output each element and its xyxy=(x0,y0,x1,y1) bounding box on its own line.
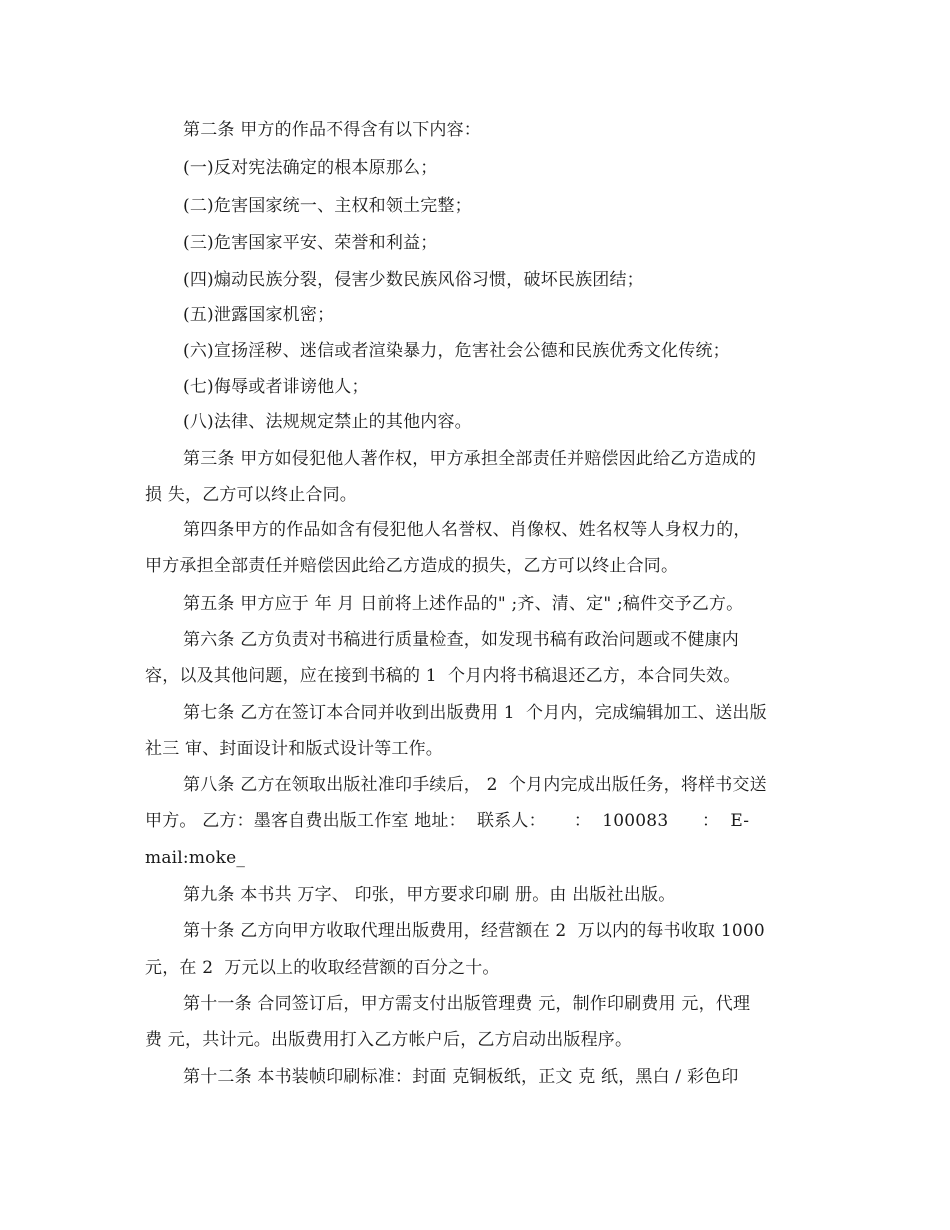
article-5: 第五条 甲方应于 年 月 日前将上述作品的" ;齐、清、定" ;稿件交予乙方。 xyxy=(183,594,744,614)
article-2-item-5: (五)泄露国家机密； xyxy=(183,305,335,325)
article-11-line-2: 费 元，共计元。出版费用打入乙方帐户后，乙方启动出版程序。 xyxy=(145,1030,633,1050)
article-8-line-3: mail:moke_ xyxy=(145,848,246,868)
article-7-line-2: 社三 审、封面设计和版式设计等工作。 xyxy=(145,739,444,759)
article-4-line-1: 第四条甲方的作品如含有侵犯他人名誉权、肖像权、姓名权等人身权力的， xyxy=(183,520,751,540)
article-11-line-1: 第十一条 合同签订后，甲方需支付出版管理费 元，制作印刷费用 元，代理 xyxy=(183,994,751,1014)
article-2-item-7: (七)侮辱或者诽谤他人； xyxy=(183,377,369,397)
article-2-item-3: (三)危害国家平安、荣誉和利益； xyxy=(183,233,438,253)
article-2-item-6: (六)宣扬淫秽、迷信或者渲染暴力，危害社会公德和民族优秀文化传统； xyxy=(183,341,730,361)
article-3-line-2: 损 失，乙方可以终止合同。 xyxy=(145,485,358,505)
article-2-item-8: (八)法律、法规规定禁止的其他内容。 xyxy=(183,412,472,432)
article-6-line-2: 容，以及其他问题，应在接到书稿的 1 个月内将书稿退还乙方，本合同失效。 xyxy=(145,666,741,686)
article-2-item-2: (二)危害国家统一、主权和领土完整； xyxy=(183,196,472,216)
article-9: 第九条 本书共 万字、 印张，甲方要求印刷 册。由 出版社出版。 xyxy=(183,885,676,905)
article-8-line-1: 第八条 乙方在领取出版社准印手续后， 2 个月内完成出版任务，将样书交送 xyxy=(183,775,767,795)
article-12-line-1: 第十二条 本书装帧印刷标准：封面 克铜板纸，正文 克 纸，黑白 / 彩色印 xyxy=(183,1067,739,1087)
article-4-line-2: 甲方承担全部责任并赔偿因此给乙方造成的损失，乙方可以终止合同。 xyxy=(145,556,679,576)
article-10-line-2: 元，在 2 万元以上的收取经营额的百分之十。 xyxy=(145,958,500,978)
article-7-line-1: 第七条 乙方在签订本合同并收到出版费用 1 个月内，完成编辑加工、送出版 xyxy=(183,703,767,723)
article-2-item-1: (一)反对宪法确定的根本原那么； xyxy=(183,158,438,178)
article-10-line-1: 第十条 乙方向甲方收取代理出版费用，经营额在 2 万以内的每书收取 1000 xyxy=(183,921,765,941)
article-2-heading: 第二条 甲方的作品不得含有以下内容： xyxy=(183,120,482,140)
article-3-line-1: 第三条 甲方如侵犯他人著作权，甲方承担全部责任并赔偿因此给乙方造成的 xyxy=(183,449,757,469)
article-2-item-4: (四)煽动民族分裂，侵害少数民族风俗习惯，破坏民族团结； xyxy=(183,270,644,290)
article-6-line-1: 第六条 乙方负责对书稿进行质量检查，如发现书稿有政治问题或不健康内 xyxy=(183,630,740,650)
article-8-line-2: 甲方。 乙方：墨客自费出版工作室 地址： 联系人： ： 100083 ： E- xyxy=(145,811,750,831)
